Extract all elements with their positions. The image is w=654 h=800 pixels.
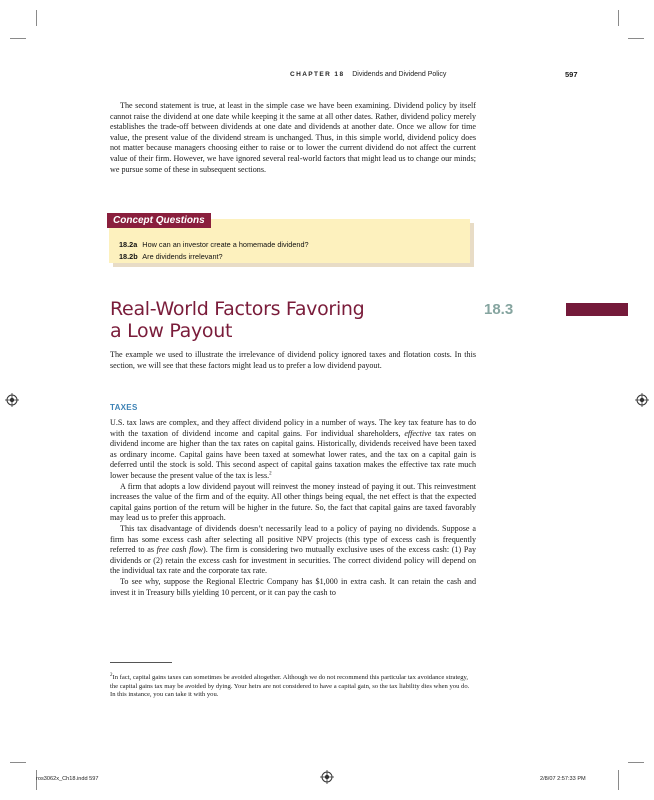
taxes-paragraph: A firm that adopts a low dividend payout will reinvest the money instead of paying it out. This reinvestment increases the value of the firm and of the equity. All other things being equal, the net effect is that the expected capital gains portion of the return will be higher in the future. So, the fact that capital gains are taxed favorably may lead us to prefer this approach. xyxy=(110,481,476,523)
section-number: 18.3 xyxy=(484,301,514,318)
slug-file: ros3062x_Ch18.indd 597 xyxy=(36,776,99,782)
chapter-title: Dividends and Dividend Policy xyxy=(352,71,447,78)
footnote-text: $^2$In fact, capital gains taxes can sometimes be avoided altogether. Although we do not recommend this particular tax avoidance strategy, the capital gains tax may be avoided by dying. Your heirs are not considered to have a capital gain, so the tax liability dies when you do. In this instance, you can take it with you. xyxy=(110,672,470,699)
footnote-marker: 2 xyxy=(269,471,272,477)
intro-text xyxy=(110,101,476,175)
running-head xyxy=(290,71,590,78)
crop-mark xyxy=(628,38,644,39)
registration-mark-icon xyxy=(320,770,334,784)
intro-paragraph: The second statement is true, at least in the simple case we have been examining. Dividend policy by itself cannot raise the dividend at one date while keeping it the same at all other dates. Rather, dividend policy merely establishes the trade-off between dividends at one date and dividends at another date. Once we allow for time value, the present value of the dividend stream is unchanged. Thus, in this simple world, dividend policy does not matter because managers choosing either to raise or to lower the current dividend do not affect the current value of their firm. However, we have ignored several real-world factors that might lead us to change our minds; we pursue some of these in subsequent sections. xyxy=(110,101,476,174)
italic-term: effective xyxy=(404,428,432,438)
footnote-rule xyxy=(110,662,172,663)
concept-question xyxy=(119,252,223,261)
registration-mark-icon xyxy=(635,393,649,407)
crop-mark xyxy=(36,10,37,26)
taxes-paragraph: U.S. tax laws are complex, and they affect dividend policy in a number of ways. The key tax feature has to do with the taxation of dividend income and capital gains. For individual shareholders, effective tax rates on dividend income are higher than the tax rates on capital gains. Historically, dividends received have been taxed as ordinary income. Capital gains have been taxed at somewhat lower rates, and the tax on a capital gain is deferred until the stock is sold. This second aspect of capital gains taxation makes the effective tax rate much lower because the present value of the tax is less.$^2$ xyxy=(110,418,476,480)
section-title-line: Real-World Factors Favoring xyxy=(110,298,365,320)
slug-timestamp: 2/8/07 2:57:33 PM xyxy=(540,776,586,782)
question-text: How can an investor create a homemade dividend? xyxy=(142,240,309,249)
concept-questions-title: Concept Questions xyxy=(107,213,211,228)
section-title-line: a Low Payout xyxy=(110,320,233,342)
section-intro-paragraph: The example we used to illustrate the irrelevance of dividend policy ignored taxes and flotation costs. In this section, we will see that these factors might lead us to prefer a low dividend payout. xyxy=(110,350,476,370)
section-intro xyxy=(110,350,476,371)
concept-question xyxy=(119,240,309,249)
taxes-paragraph: To see why, suppose the Regional Electric Company has $1,000 in extra cash. It can retain the cash and invest it in Treasury bills yielding 10 percent, or it can pay the cash to xyxy=(110,576,476,597)
crop-mark xyxy=(10,762,26,763)
taxes-paragraph: This tax disadvantage of dividends doesn’t necessarily lead to a policy of paying no dividends. Suppose a firm has some excess cash after selecting all positive NPV projects (this type of excess cash is frequently referred to as free cash flow). The firm is considering two mutually exclusive uses of the excess cash: (1) Pay dividends or (2) retain the excess cash for investment in securities. The correct dividend policy will depend on the individual tax rate and the corporate tax rate. xyxy=(110,523,476,576)
section-title xyxy=(110,298,410,342)
page-number: 597 xyxy=(565,70,578,79)
registration-mark-icon xyxy=(5,393,19,407)
crop-mark xyxy=(618,10,619,26)
crop-mark xyxy=(10,38,26,39)
chapter-label: CHAPTER 18 xyxy=(290,71,345,78)
question-number: 18.2b xyxy=(119,252,138,261)
taxes-heading: TAXES xyxy=(110,403,138,412)
taxes-body xyxy=(110,418,476,598)
question-text: Are dividends irrelevant? xyxy=(142,252,223,261)
concept-questions-box xyxy=(109,215,470,263)
footnote xyxy=(110,674,476,700)
crop-mark xyxy=(628,762,644,763)
italic-term: free cash flow xyxy=(156,545,204,555)
question-number: 18.2a xyxy=(119,240,138,249)
crop-mark xyxy=(618,770,619,790)
section-bar xyxy=(566,303,628,316)
footnote-mark: 2 xyxy=(110,672,113,678)
